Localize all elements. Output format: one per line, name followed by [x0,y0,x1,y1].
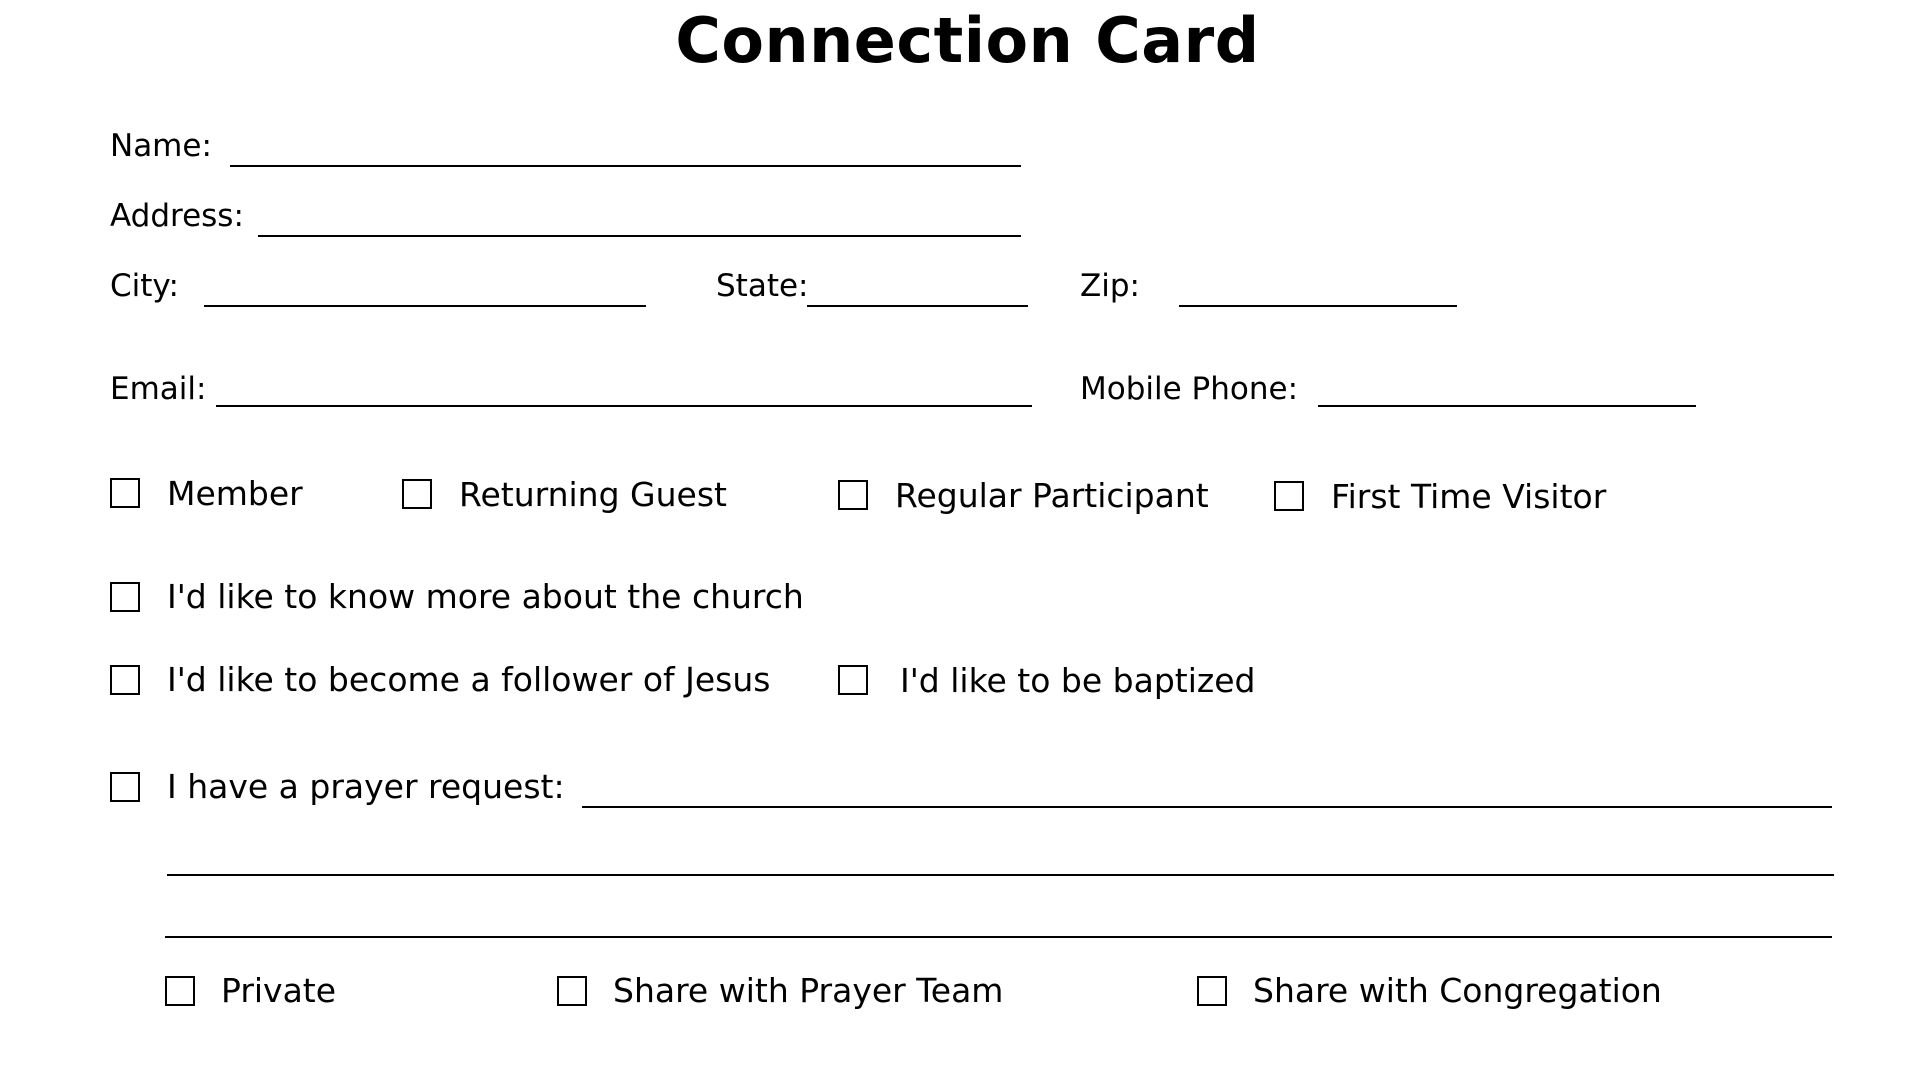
email-field[interactable] [216,405,1032,407]
zip-label: Zip: [1080,268,1140,304]
returning-guest-checkbox[interactable] [402,479,432,509]
prayer-request-label: I have a prayer request: [167,767,565,806]
mobile-phone-field[interactable] [1318,405,1696,407]
follower-label: I'd like to become a follower of Jesus [167,660,771,699]
name-field[interactable] [230,165,1021,167]
email-label: Email: [110,371,207,407]
prayer-request-line-3[interactable] [165,936,1832,938]
zip-field[interactable] [1179,305,1457,307]
regular-participant-checkbox[interactable] [838,480,868,510]
state-label: State: [716,268,809,304]
know-more-label: I'd like to know more about the church [167,577,804,616]
baptized-checkbox[interactable] [838,665,868,695]
returning-guest-label: Returning Guest [459,475,727,514]
prayer-request-line-2[interactable] [167,874,1834,876]
address-label: Address: [110,198,244,234]
city-label: City: [110,268,179,304]
know-more-checkbox[interactable] [110,582,140,612]
member-label: Member [167,474,303,513]
page-title: Connection Card [675,4,1260,77]
prayer-request-line-1[interactable] [582,806,1832,808]
baptized-label: I'd like to be baptized [900,661,1256,700]
private-label: Private [221,971,337,1010]
member-checkbox[interactable] [110,478,140,508]
address-field[interactable] [258,235,1021,237]
first-time-visitor-checkbox[interactable] [1274,481,1304,511]
share-congregation-checkbox[interactable] [1197,976,1227,1006]
first-time-visitor-label: First Time Visitor [1331,477,1607,516]
city-field[interactable] [204,305,646,307]
name-label: Name: [110,128,212,164]
share-prayer-team-label: Share with Prayer Team [613,971,1004,1010]
regular-participant-label: Regular Participant [895,476,1209,515]
share-congregation-label: Share with Congregation [1253,971,1662,1010]
prayer-request-checkbox[interactable] [110,772,140,802]
state-field[interactable] [807,305,1028,307]
mobile-phone-label: Mobile Phone: [1080,371,1299,407]
share-prayer-team-checkbox[interactable] [557,976,587,1006]
follower-checkbox[interactable] [110,665,140,695]
private-checkbox[interactable] [165,976,195,1006]
